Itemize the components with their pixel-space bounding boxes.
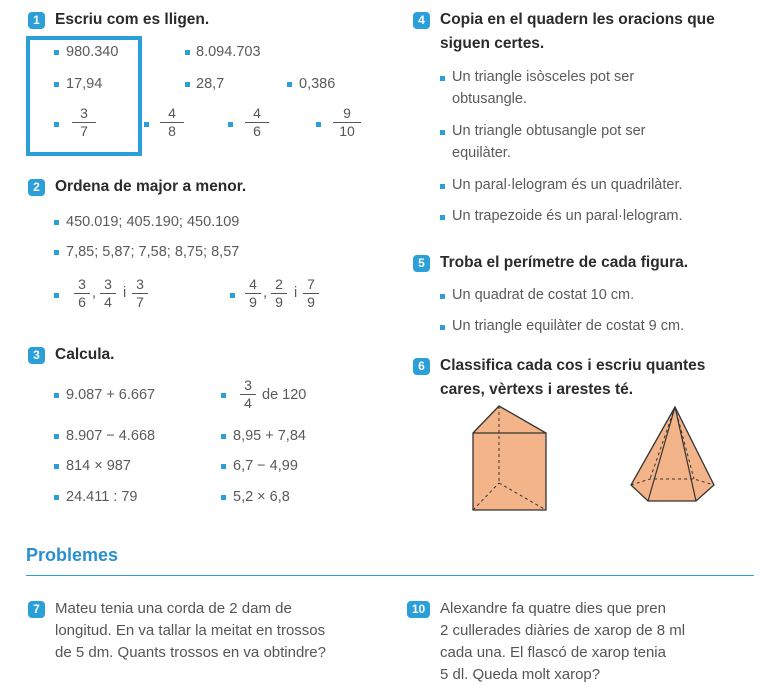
number-item: 8.094.703 xyxy=(196,44,261,60)
fraction: 9 10 xyxy=(333,105,361,140)
calc-item: 24.411 : 79 xyxy=(66,489,138,505)
exercise-number: 6 xyxy=(413,358,430,375)
calc-item: de 120 xyxy=(262,387,307,403)
problem-text-line: cada una. El flascó de xarop tenia xyxy=(440,644,666,661)
fraction: 4 6 xyxy=(245,105,269,140)
problem-text-line: de 5 dm. Quants trossos en va obtindre? xyxy=(55,644,326,661)
exercise-number: 3 xyxy=(28,347,45,364)
separator: , xyxy=(92,285,97,301)
number-item: 0,386 xyxy=(299,76,336,92)
problem-text-line: longitud. En va tallar la meitat en trossos xyxy=(55,622,326,639)
bullet-icon xyxy=(221,393,226,398)
exercise-number: 1 xyxy=(28,12,45,29)
exercise-title: Calcula. xyxy=(55,346,115,363)
bullet-icon xyxy=(54,82,59,87)
exercise-title: Escriu com es lligen. xyxy=(55,11,210,28)
sentence-item: Un triangle equilàter de costat 9 cm. xyxy=(452,318,685,334)
calc-item: 814 × 987 xyxy=(66,458,131,474)
sentence-item: Un triangle isòsceles pot ser xyxy=(452,69,635,85)
calc-item: 8.907 − 4.668 xyxy=(66,428,156,444)
bullet-icon xyxy=(54,50,59,55)
bullet-icon xyxy=(185,82,190,87)
exercise-title: Troba el perímetre de cada figura. xyxy=(440,254,689,271)
list-item: 450.019; 405.190; 450.109 xyxy=(66,214,240,230)
bullet-icon xyxy=(287,82,292,87)
sentence-item: Un quadrat de costat 10 cm. xyxy=(452,287,635,303)
bullet-icon xyxy=(54,122,59,127)
fraction: 3 7 xyxy=(132,276,148,311)
pyramid-outline xyxy=(631,407,714,501)
prism-outline xyxy=(473,406,546,510)
problem-text-line: 5 dl. Queda molt xarop? xyxy=(440,666,601,683)
fraction: 7 9 xyxy=(303,276,319,311)
problem-text-line: 2 cullerades diàries de xarop de 8 ml xyxy=(440,622,686,639)
problem-text-line: Mateu tenia una corda de 2 dam de xyxy=(55,600,292,617)
section-heading: Problemes xyxy=(26,545,119,565)
sentence-item: Un paral·lelogram és un quadrilàter. xyxy=(452,177,683,193)
number-item: 17,94 xyxy=(66,76,103,92)
number-item: 28,7 xyxy=(196,76,225,92)
sentence-item: Un trapezoide és un paral·lelogram. xyxy=(452,208,683,224)
bullet-icon xyxy=(54,434,59,439)
sentence-item: obtusangle. xyxy=(452,91,527,107)
number-item: 980.340 xyxy=(66,44,119,60)
bullet-icon xyxy=(54,293,59,298)
exercise-title-line: cares, vèrtexs i arestes té. xyxy=(440,381,634,398)
bullet-icon xyxy=(54,393,59,398)
bullet-icon xyxy=(440,130,445,135)
bullet-icon xyxy=(228,122,233,127)
section-divider xyxy=(26,575,754,576)
bullet-icon xyxy=(221,495,226,500)
exercise-title-line: Copia en el quadern les oracions que xyxy=(440,11,715,28)
calc-item: 9.087 + 6.667 xyxy=(66,387,156,403)
bullet-icon xyxy=(440,294,445,299)
problem-text-line: Alexandre fa quatre dies que pren xyxy=(440,600,666,617)
fraction: 3 4 xyxy=(240,377,256,412)
bullet-icon xyxy=(230,293,235,298)
triangular-prism-figure xyxy=(470,405,550,513)
bullet-icon xyxy=(440,76,445,81)
fraction: 2 9 xyxy=(271,276,287,311)
exercise-number: 5 xyxy=(413,255,430,272)
fraction: 3 4 xyxy=(100,276,116,311)
sentence-item: equilàter. xyxy=(452,145,511,161)
pentagonal-pyramid-figure xyxy=(628,405,718,505)
bullet-icon xyxy=(221,464,226,469)
exercise-title-line: siguen certes. xyxy=(440,35,545,52)
fraction: 3 6 xyxy=(74,276,90,311)
bullet-icon xyxy=(185,50,190,55)
calc-item: 6,7 − 4,99 xyxy=(233,458,298,474)
exercise-title-line: Classifica cada cos i escriu quantes xyxy=(440,357,706,374)
sentence-item: Un triangle obtusangle pot ser xyxy=(452,123,646,139)
bullet-icon xyxy=(144,122,149,127)
separator: , xyxy=(263,285,268,301)
bullet-icon xyxy=(440,184,445,189)
exercise-number: 4 xyxy=(413,12,430,29)
exercise-title: Ordena de major a menor. xyxy=(55,178,247,195)
problem-number: 10 xyxy=(407,601,430,618)
bullet-icon xyxy=(440,325,445,330)
exercise-number: 2 xyxy=(28,179,45,196)
calc-item: 8,95 + 7,84 xyxy=(233,428,306,444)
bullet-icon xyxy=(54,495,59,500)
list-item: 7,85; 5,87; 7,58; 8,75; 8,57 xyxy=(66,244,240,260)
bullet-icon xyxy=(221,434,226,439)
fraction: 4 9 xyxy=(245,276,261,311)
fraction: 4 8 xyxy=(160,105,184,140)
bullet-icon xyxy=(440,215,445,220)
fraction: 3 7 xyxy=(72,105,96,140)
conjunction: i xyxy=(123,285,127,301)
conjunction: i xyxy=(294,285,298,301)
bullet-icon xyxy=(54,250,59,255)
bullet-icon xyxy=(54,464,59,469)
problem-number: 7 xyxy=(28,601,45,618)
calc-item: 5,2 × 6,8 xyxy=(233,489,290,505)
bullet-icon xyxy=(54,220,59,225)
bullet-icon xyxy=(316,122,321,127)
